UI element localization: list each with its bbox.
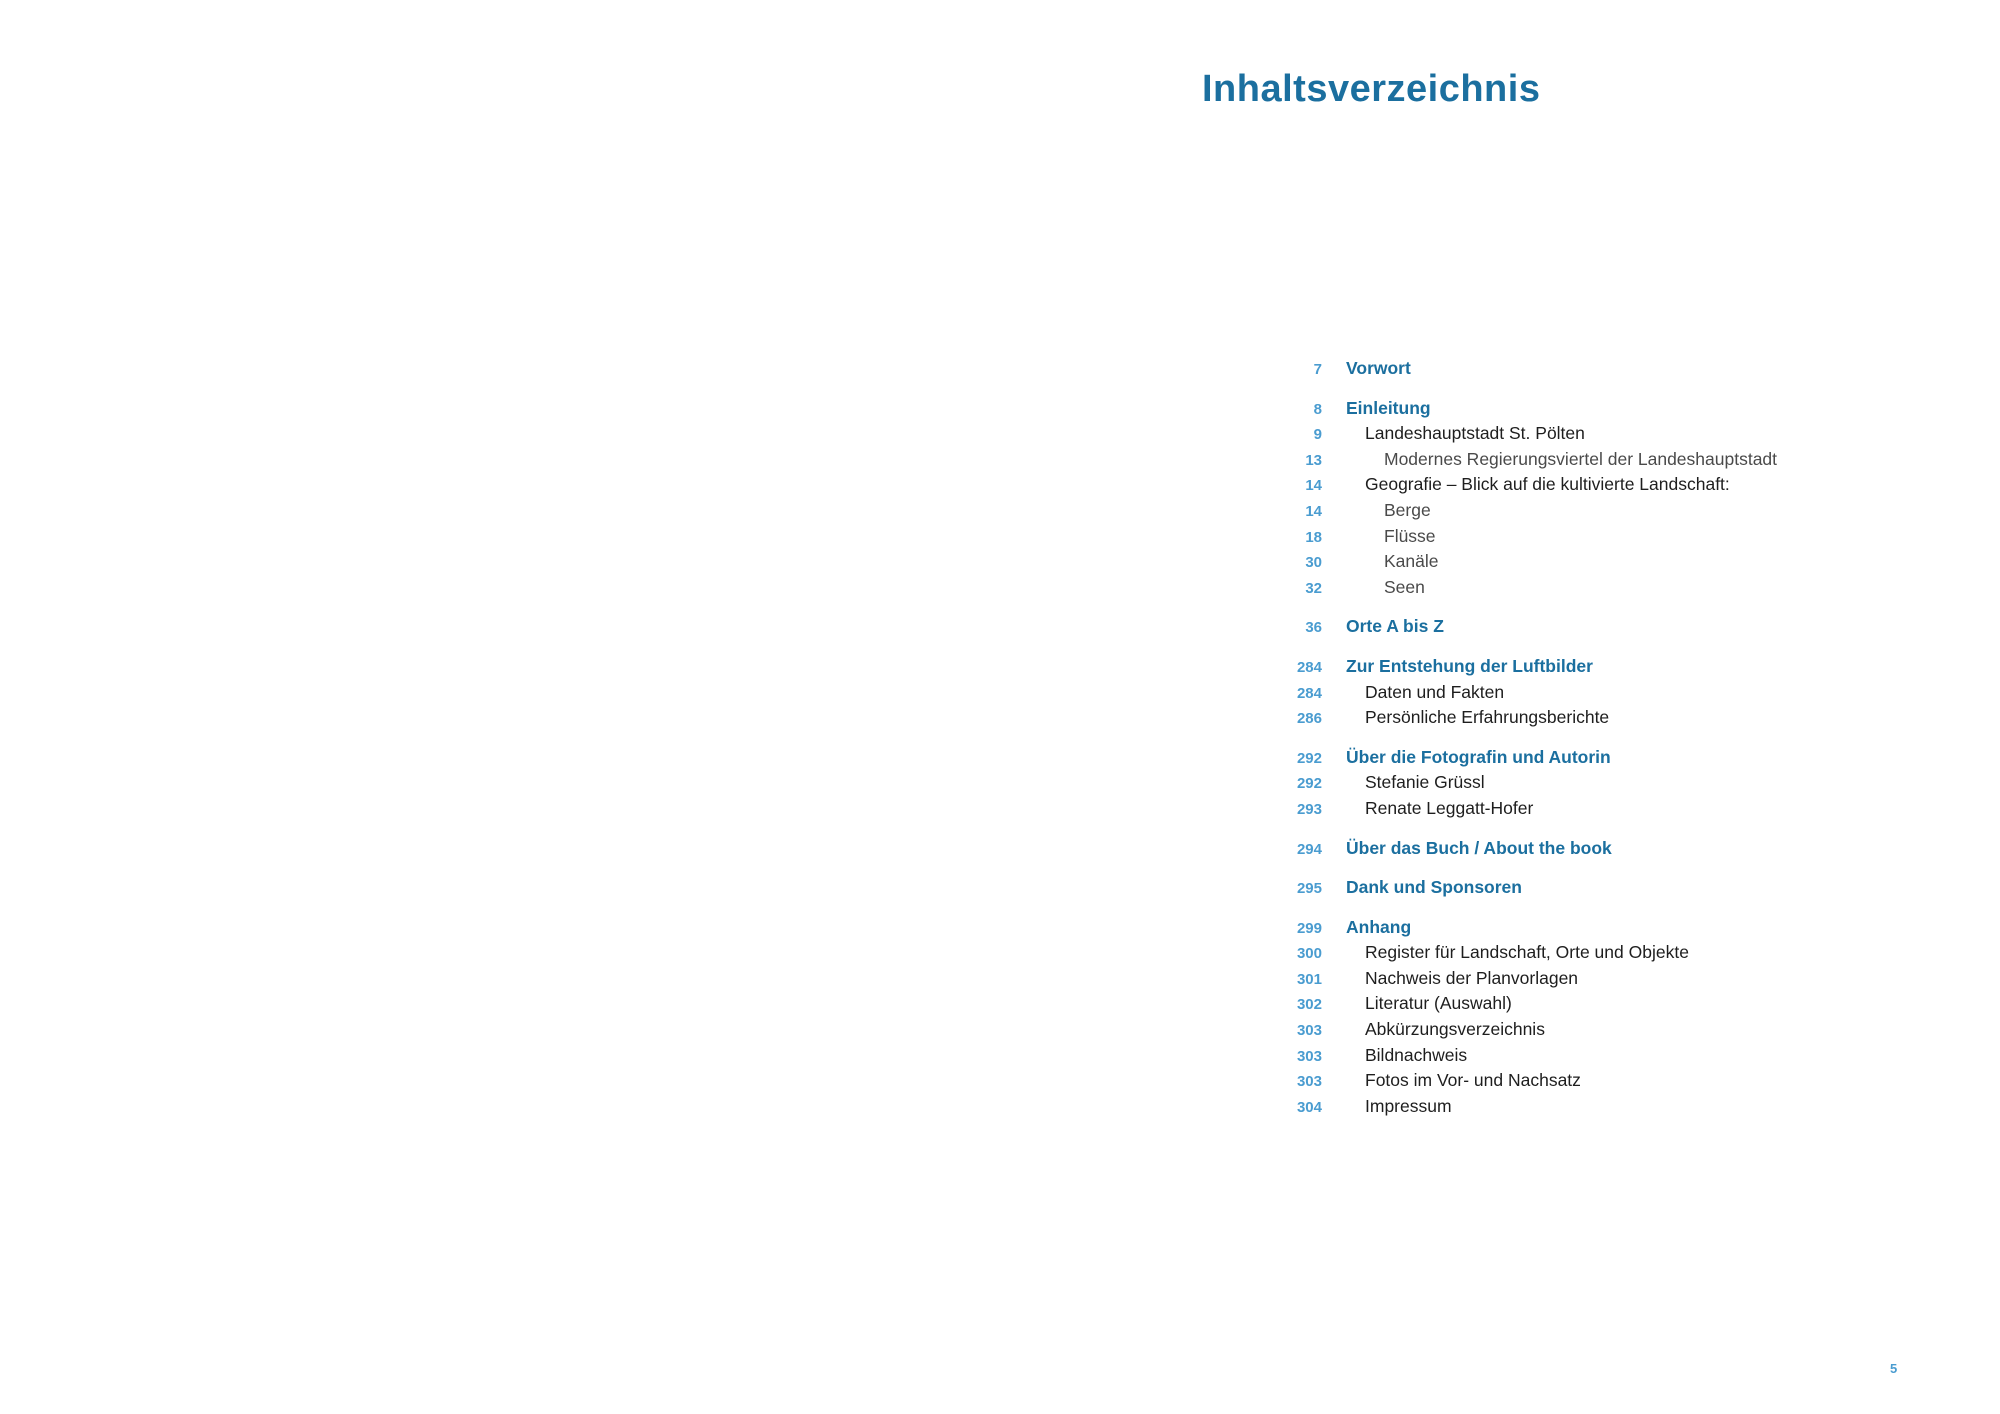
- toc-group: [1240, 836, 1880, 862]
- toc-page-number: 292: [1296, 775, 1322, 793]
- toc-entry-label: Register für Landschaft, Orte und Objekte: [1365, 942, 1689, 963]
- toc-entry[interactable]: [1240, 796, 1880, 822]
- toc-page-number: 300: [1296, 945, 1322, 963]
- toc-group: [1240, 654, 1880, 731]
- toc-page-number: 18: [1305, 528, 1322, 546]
- toc-section-entry[interactable]: [1240, 915, 1880, 941]
- toc-page-number: 8: [1313, 400, 1322, 418]
- toc-page-number: 284: [1296, 684, 1322, 702]
- toc-page-number: 294: [1296, 840, 1322, 858]
- toc-entry[interactable]: [1240, 991, 1880, 1017]
- toc-entry-label: Zur Entstehung der Luftbilder: [1346, 655, 1593, 676]
- toc-entry-label: Anhang: [1346, 916, 1412, 937]
- toc-entry[interactable]: [1240, 575, 1880, 601]
- toc-entry-label: Nachweis der Planvorlagen: [1365, 967, 1579, 988]
- toc-entry-label: Kanäle: [1384, 551, 1439, 572]
- toc-entry[interactable]: [1240, 472, 1880, 498]
- toc-entry[interactable]: [1240, 1068, 1880, 1094]
- toc-section-entry[interactable]: [1240, 654, 1880, 680]
- toc-entry-label: Berge: [1384, 499, 1431, 520]
- toc-entry[interactable]: [1240, 770, 1880, 796]
- toc-entry[interactable]: [1240, 680, 1880, 706]
- toc-entry[interactable]: [1240, 447, 1880, 473]
- toc-page-number: 304: [1296, 1098, 1322, 1116]
- toc-entry-label: Modernes Regierungsviertel der Landeshauptstadt: [1384, 448, 1778, 469]
- toc-page-number: 295: [1296, 880, 1322, 898]
- toc-page-number: 30: [1305, 554, 1322, 572]
- toc-entry-label: Über die Fotografin und Autorin: [1346, 746, 1611, 767]
- toc-section-entry[interactable]: [1240, 836, 1880, 862]
- toc-page-number: 299: [1296, 919, 1322, 937]
- toc-entry-label: Seen: [1384, 576, 1425, 597]
- toc-group: [1240, 745, 1880, 822]
- toc-group: [1240, 915, 1880, 1120]
- toc-section-entry[interactable]: [1240, 875, 1880, 901]
- toc-page-number: 303: [1296, 1073, 1322, 1091]
- toc-entry[interactable]: [1240, 524, 1880, 550]
- toc-entry[interactable]: [1240, 1043, 1880, 1069]
- toc-entry-label: Einleitung: [1346, 397, 1431, 418]
- toc-page-number: 13: [1305, 451, 1322, 469]
- toc-page-number: 293: [1296, 800, 1322, 818]
- toc-entry-label: Persönliche Erfahrungsberichte: [1365, 707, 1610, 728]
- toc-page-number: 303: [1296, 1047, 1322, 1065]
- toc-page-number: 284: [1296, 658, 1322, 676]
- toc-entry-label: Abkürzungsverzeichnis: [1365, 1019, 1545, 1040]
- toc-page-number: 14: [1305, 477, 1322, 495]
- toc-page-number: 286: [1296, 710, 1322, 728]
- toc-entry-label: Renate Leggatt-Hofer: [1365, 797, 1534, 818]
- toc-entry[interactable]: [1240, 1017, 1880, 1043]
- toc-page-number: 303: [1296, 1022, 1322, 1040]
- toc-entry[interactable]: [1240, 498, 1880, 524]
- toc-entry[interactable]: [1240, 705, 1880, 731]
- toc-entry-label: Orte A bis Z: [1346, 616, 1444, 637]
- table-of-contents: [1240, 356, 1880, 1133]
- toc-entry-label: Fotos im Vor- und Nachsatz: [1365, 1070, 1581, 1091]
- toc-group: [1240, 614, 1880, 640]
- toc-section-entry[interactable]: [1240, 745, 1880, 771]
- toc-entry[interactable]: [1240, 966, 1880, 992]
- toc-entry-label: Stefanie Grüssl: [1365, 772, 1485, 793]
- toc-page-number: 302: [1296, 996, 1322, 1014]
- toc-section-entry[interactable]: [1240, 614, 1880, 640]
- toc-page-number: 36: [1305, 619, 1322, 637]
- toc-entry-label: Dank und Sponsoren: [1346, 877, 1522, 898]
- toc-page-number: 9: [1313, 426, 1322, 444]
- toc-group: [1240, 356, 1880, 382]
- toc-page-number: 7: [1313, 361, 1322, 378]
- toc-section-entry[interactable]: [1240, 396, 1880, 422]
- toc-entry[interactable]: [1240, 940, 1880, 966]
- toc-entry-label: Geografie – Blick auf die kultivierte Landschaft:: [1365, 474, 1730, 495]
- toc-group: [1240, 396, 1880, 601]
- toc-entry[interactable]: [1240, 1094, 1880, 1120]
- toc-group: [1240, 875, 1880, 901]
- toc-entry[interactable]: [1240, 549, 1880, 575]
- toc-entry-label: Vorwort: [1346, 358, 1411, 378]
- folio-page-number: 5: [1890, 1361, 1898, 1376]
- toc-entry-label: Landeshauptstadt St. Pölten: [1365, 423, 1585, 444]
- toc-page-number: 301: [1296, 970, 1322, 988]
- toc-page-number: 14: [1305, 502, 1322, 520]
- toc-page-number: 32: [1305, 579, 1322, 597]
- toc-entry-label: Literatur (Auswahl): [1365, 993, 1512, 1014]
- page-title: Inhaltsverzeichnis: [1202, 68, 1541, 110]
- toc-section-entry[interactable]: [1240, 356, 1880, 382]
- toc-entry[interactable]: [1240, 421, 1880, 447]
- toc-entry-label: Daten und Fakten: [1365, 681, 1505, 702]
- toc-page-number: 292: [1296, 749, 1322, 767]
- toc-entry-label: Über das Buch / About the book: [1346, 837, 1612, 858]
- toc-entry-label: Flüsse: [1384, 525, 1436, 546]
- toc-entry-label: Bildnachweis: [1365, 1044, 1468, 1065]
- toc-entry-label: Impressum: [1365, 1095, 1452, 1116]
